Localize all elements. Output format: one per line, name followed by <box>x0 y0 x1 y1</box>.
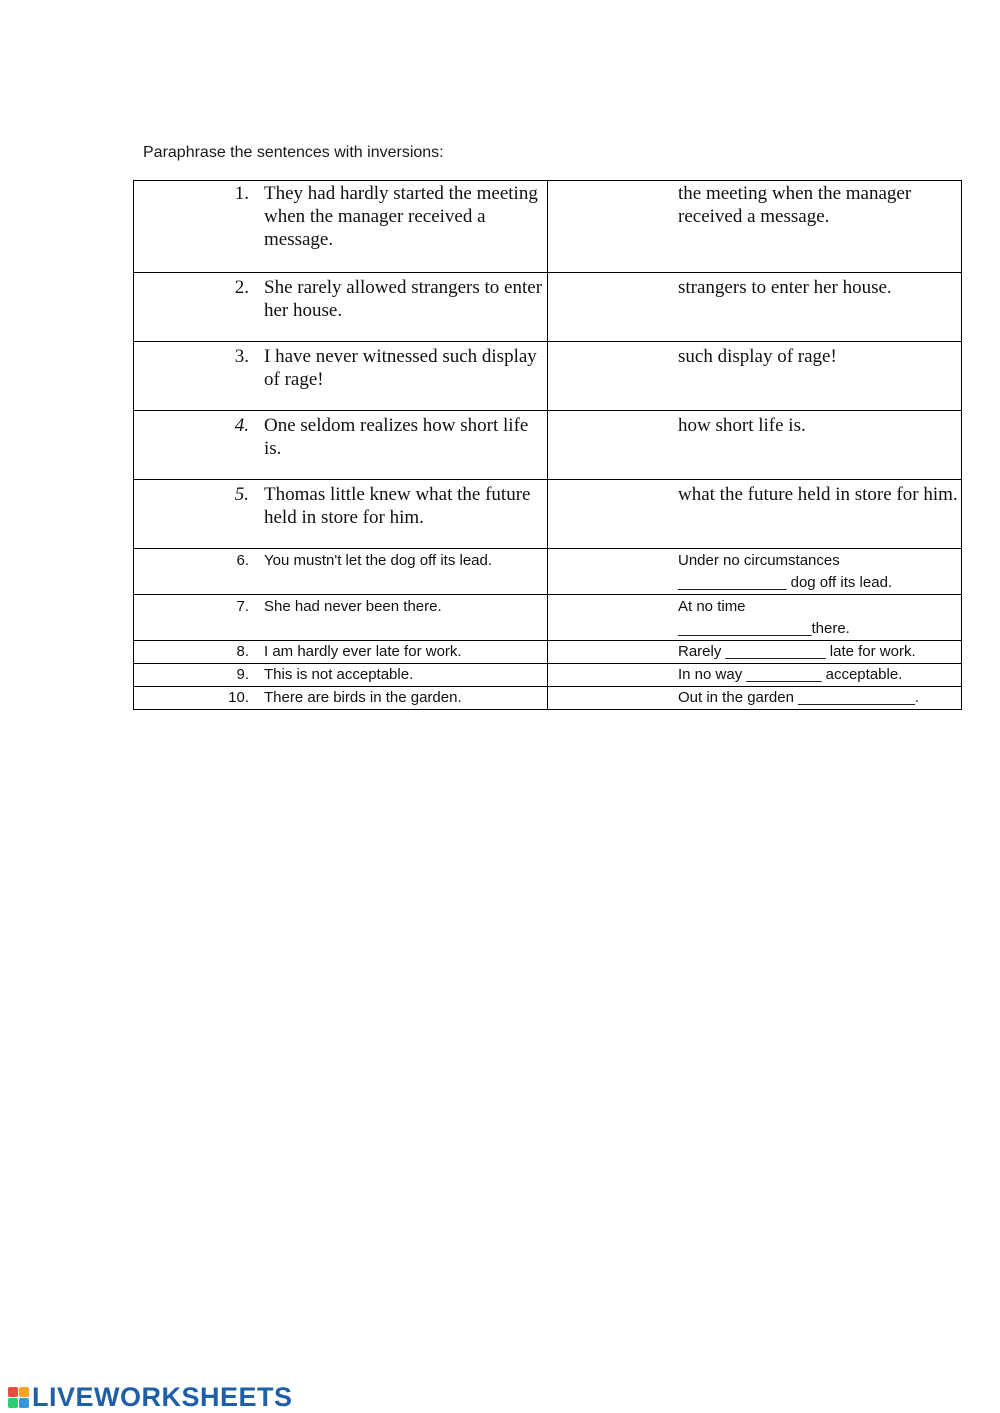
table-row <box>134 411 962 480</box>
item-number: 2. <box>234 277 249 298</box>
logo-block <box>8 1387 18 1397</box>
table-row <box>134 549 962 595</box>
item-number: 8. <box>236 643 249 660</box>
item-number: 3. <box>234 346 249 367</box>
original-sentence-cell <box>134 342 548 411</box>
original-sentence-cell <box>134 181 548 273</box>
original-sentence: You mustn't let the dog off its lead. <box>264 552 493 569</box>
answer-cell <box>548 181 962 273</box>
item-number: 6. <box>236 552 249 569</box>
answer-cell <box>548 342 962 411</box>
logo-block <box>19 1387 29 1397</box>
exercise-table <box>133 180 962 710</box>
original-sentence: Thomas little knew what the future held in store for him. <box>264 484 531 528</box>
answer-prompt: Out in the garden ______________. <box>678 689 920 706</box>
original-sentence-cell <box>134 641 548 664</box>
item-number: 4. <box>234 415 249 436</box>
table-row <box>134 480 962 549</box>
answer-cell <box>548 687 962 710</box>
original-sentence-cell <box>134 273 548 342</box>
answer-prompt: how short life is. <box>678 415 806 436</box>
table-row <box>134 273 962 342</box>
answer-cell <box>548 664 962 687</box>
original-sentence: She had never been there. <box>264 598 442 615</box>
original-sentence: I am hardly ever late for work. <box>264 643 462 660</box>
answer-cell <box>548 641 962 664</box>
table-row <box>134 181 962 273</box>
answer-prompt: what the future held in store for him. <box>678 484 958 505</box>
answer-prompt: such display of rage! <box>678 346 837 367</box>
table-row <box>134 342 962 411</box>
item-number: 10. <box>228 689 249 706</box>
answer-blank-line: ________________there. <box>678 620 850 637</box>
original-sentence-cell <box>134 664 548 687</box>
original-sentence-cell <box>134 411 548 480</box>
original-sentence-cell <box>134 549 548 595</box>
original-sentence: I have never witnessed such display of rage! <box>264 346 537 390</box>
answer-prompt: Rarely ____________ late for work. <box>678 643 916 660</box>
answer-cell <box>548 273 962 342</box>
original-sentence: This is not acceptable. <box>264 666 414 683</box>
logo-block <box>8 1398 18 1408</box>
logo-text: LIVEWORKSHEETS <box>32 1382 293 1412</box>
answer-prompt: In no way _________ acceptable. <box>678 666 903 683</box>
liveworksheets-logo[interactable] <box>8 1382 293 1413</box>
original-sentence-cell <box>134 595 548 641</box>
answer-cell <box>548 549 962 595</box>
item-number: 5. <box>234 484 249 505</box>
table-row <box>134 664 962 687</box>
original-sentence: They had hardly started the meeting when the manager received a message. <box>264 183 538 250</box>
item-number: 7. <box>236 598 249 615</box>
answer-prompt: strangers to enter her house. <box>678 277 892 298</box>
original-sentence: One seldom realizes how short life is. <box>264 415 529 459</box>
original-sentence-cell <box>134 480 548 549</box>
answer-cell <box>548 595 962 641</box>
answer-cell <box>548 411 962 480</box>
item-number: 1. <box>234 183 249 204</box>
table-row <box>134 595 962 641</box>
original-sentence-cell <box>134 687 548 710</box>
logo-block <box>19 1398 29 1408</box>
logo-blocks-icon <box>8 1387 29 1408</box>
instructions-heading: Paraphrase the sentences with inversions: <box>143 144 444 161</box>
answer-prompt: Under no circumstances <box>678 552 840 569</box>
item-number: 9. <box>236 666 249 683</box>
table-row <box>134 641 962 664</box>
answer-blank-line: _____________ dog off its lead. <box>678 574 893 591</box>
answer-prompt: At no time <box>678 598 746 615</box>
table-row <box>134 687 962 710</box>
answer-cell <box>548 480 962 549</box>
original-sentence: There are birds in the garden. <box>264 689 462 706</box>
original-sentence: She rarely allowed strangers to enter her house. <box>264 277 543 321</box>
answer-prompt: the meeting when the manager received a message. <box>678 183 912 227</box>
